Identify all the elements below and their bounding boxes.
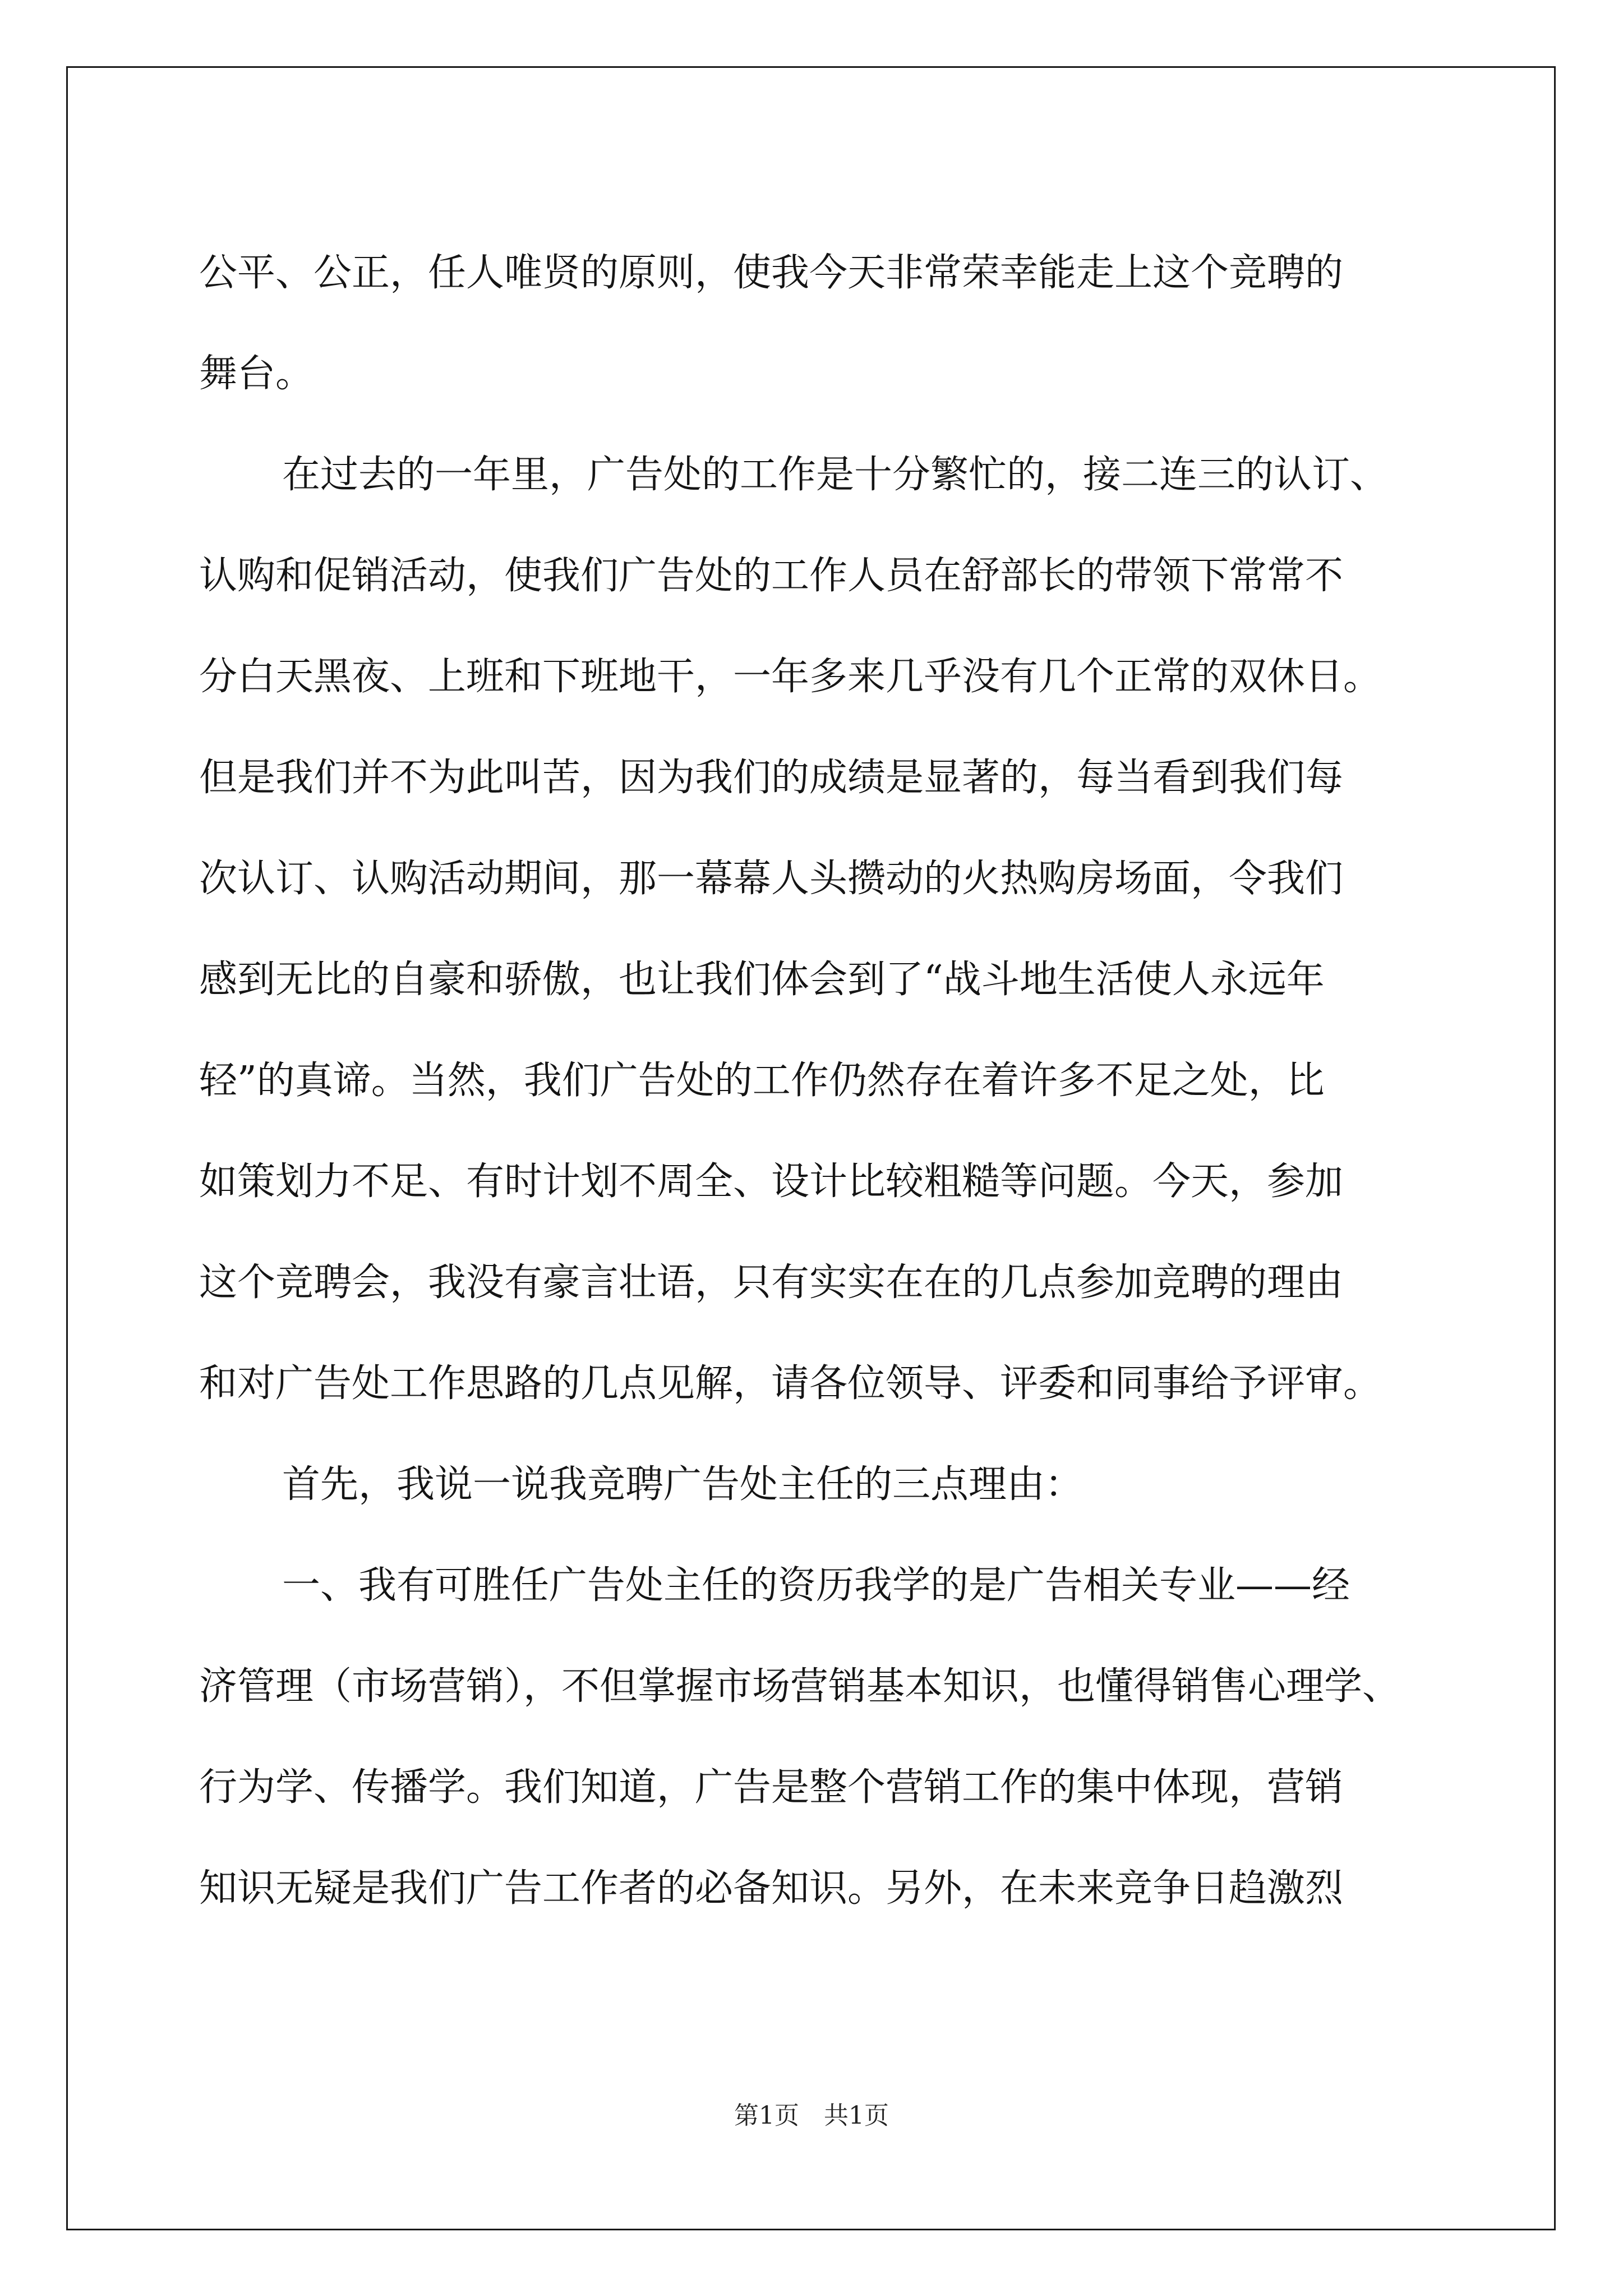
document-body xyxy=(199,219,1461,1935)
text-line: 知识无疑是我们广告工作者的必备知识。另外，在未来竞争日趋激烈 xyxy=(199,1866,1344,1911)
text-line: 轻”的真谛。当然，我们广告处的工作仍然存在着许多不足之处，比 xyxy=(199,1058,1325,1103)
text-line: 但是我们并不为此叫苦，因为我们的成绩是显著的，每当看到我们每 xyxy=(199,755,1344,800)
text-line: 感到无比的自豪和骄傲，也让我们体会到了“战斗地生活使人永远年 xyxy=(199,957,1325,1002)
text-line: 和对广告处工作思路的几点见解，请各位领导、评委和同事给予评审。 xyxy=(199,1361,1382,1406)
text-line: 济管理（市场营销），不但掌握市场营销基本知识，也懂得销售心理学、 xyxy=(199,1664,1401,1709)
text-line: 分白天黑夜、上班和下班地干，一年多来几乎没有几个正常的双休日。 xyxy=(199,654,1382,699)
text-line: 公平、公正，任人唯贤的原则，使我今天非常荣幸能走上这个竞聘的 xyxy=(199,250,1344,295)
page-footer: 第1页 共1页 xyxy=(734,2101,889,2130)
text-line: 如策划力不足、有时计划不周全、设计比较粗糙等问题。今天，参加 xyxy=(199,1159,1344,1204)
text-line: 在过去的一年里，广告处的工作是十分繁忙的，接二连三的认订、 xyxy=(282,452,1389,497)
text-line: 认购和促销活动，使我们广告处的工作人员在舒部长的带领下常常不 xyxy=(199,553,1344,598)
text-line: 首先，我说一说我竞聘广告处主任的三点理由： xyxy=(282,1462,1083,1507)
text-line: 一、我有可胜任广告处主任的资历我学的是广告相关专业——经 xyxy=(282,1563,1350,1608)
text-line: 这个竞聘会，我没有豪言壮语，只有实实在在的几点参加竞聘的理由 xyxy=(199,1260,1344,1305)
text-line: 次认订、认购活动期间，那一幕幕人头攒动的火热购房场面，令我们 xyxy=(199,856,1344,901)
text-line: 舞台。 xyxy=(199,351,314,396)
text-line: 行为学、传播学。我们知道，广告是整个营销工作的集中体现，营销 xyxy=(199,1765,1344,1810)
